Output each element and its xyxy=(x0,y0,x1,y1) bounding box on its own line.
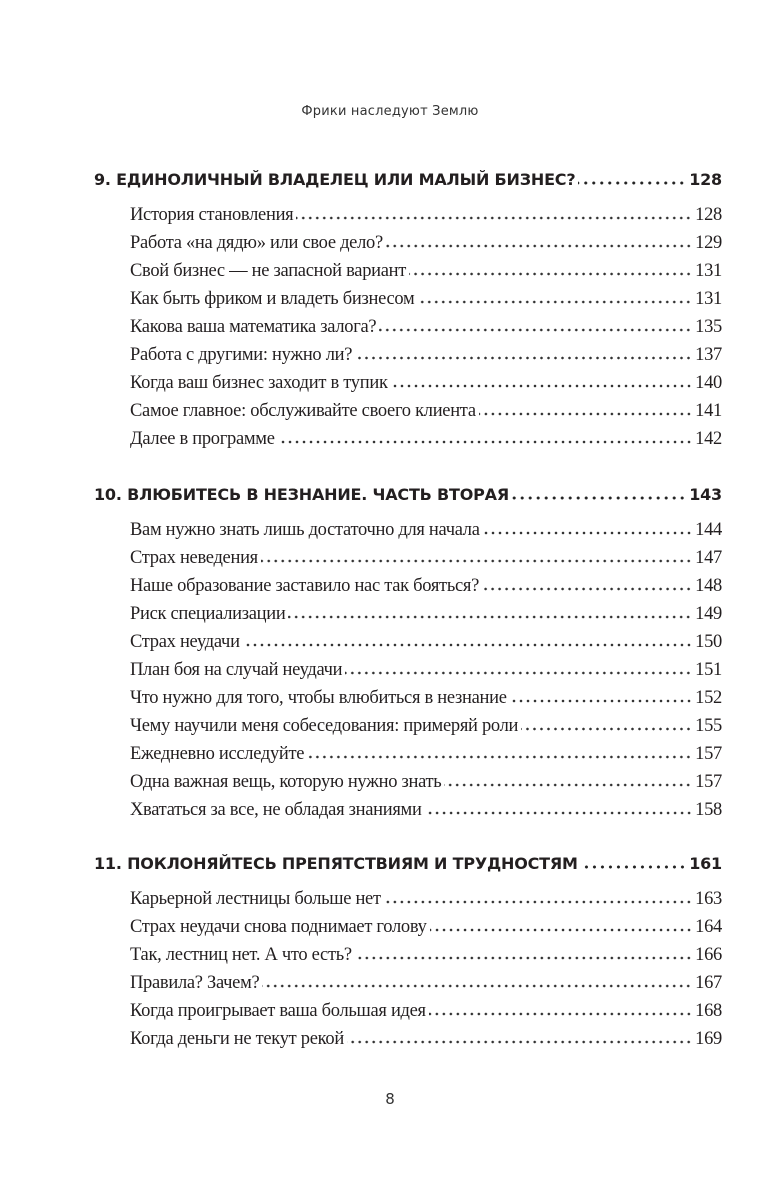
entry-title: План боя на случай неудачи xyxy=(130,660,343,680)
entry-title: Одна важная вещь, которую нужно знать xyxy=(130,772,442,792)
toc-entry[interactable] xyxy=(94,516,722,544)
toc-entry[interactable] xyxy=(94,740,722,768)
toc-entry[interactable] xyxy=(94,425,722,453)
entry-page-number: 141 xyxy=(695,401,722,421)
dot-leader xyxy=(355,352,692,360)
entry-page-number: 163 xyxy=(695,889,722,909)
toc-section xyxy=(94,166,722,453)
entry-page-number: 129 xyxy=(695,233,722,253)
toc-entry[interactable] xyxy=(94,941,722,969)
dot-leader xyxy=(479,408,692,416)
entry-title: Наше образование заставило нас так бояться? xyxy=(130,576,480,596)
entry-title: История становления xyxy=(130,205,294,225)
toc-entry[interactable] xyxy=(94,913,722,941)
dot-leader xyxy=(429,1008,692,1016)
dot-leader xyxy=(391,380,693,388)
entry-title: Страх неведения xyxy=(130,548,258,568)
entry-page-number: 164 xyxy=(695,917,722,937)
dot-leader xyxy=(578,177,686,185)
dot-leader xyxy=(521,723,692,731)
toc-entry[interactable] xyxy=(94,684,722,712)
toc-entry[interactable] xyxy=(94,796,722,824)
dot-leader xyxy=(483,527,693,535)
entry-page-number: 149 xyxy=(695,604,722,624)
entry-title: Когда ваш бизнес заходит в тупик xyxy=(130,373,388,393)
entry-page-number: 167 xyxy=(695,973,722,993)
dot-leader xyxy=(296,212,692,220)
toc-entry[interactable] xyxy=(94,544,722,572)
entry-title: Работа с другими: нужно ли? xyxy=(130,345,353,365)
dot-leader xyxy=(345,667,692,675)
toc-entry[interactable] xyxy=(94,768,722,796)
dot-leader xyxy=(288,611,692,619)
entry-title: Хвататься за все, не обладая знаниями xyxy=(130,800,422,820)
entry-page-number: 158 xyxy=(695,800,722,820)
entry-page-number: 142 xyxy=(695,429,722,449)
toc-entry[interactable] xyxy=(94,712,722,740)
dot-leader xyxy=(278,436,693,444)
chapter-page-number: 128 xyxy=(689,170,722,189)
entry-title: Когда деньги не текут рекой xyxy=(130,1029,344,1049)
entry-title: Ежедневно исследуйте xyxy=(130,744,305,764)
dot-leader xyxy=(261,555,692,563)
dot-leader xyxy=(512,492,686,500)
entry-page-number: 148 xyxy=(695,576,722,596)
entry-page-number: 155 xyxy=(695,716,722,736)
entry-title: Страх неудачи снова поднимает голову xyxy=(130,917,427,937)
toc-section xyxy=(94,481,722,824)
entry-page-number: 131 xyxy=(695,289,722,309)
running-head: Фрики наследуют Землю xyxy=(301,104,479,119)
dot-leader xyxy=(262,980,692,988)
entry-title: Чему научили меня собеседования: примеряй роли xyxy=(130,716,519,736)
dot-leader xyxy=(243,639,692,647)
toc-entry[interactable] xyxy=(94,600,722,628)
toc-entry[interactable] xyxy=(94,969,722,997)
chapter-title: 9. ЕДИНОЛИЧНЫЙ ВЛАДЕЛЕЦ ИЛИ МАЛЫЙ БИЗНЕС? xyxy=(94,170,576,189)
chapter-title: 10. ВЛЮБИТЕСЬ В НЕЗНАНИЕ. ЧАСТЬ ВТОРАЯ xyxy=(94,485,509,504)
toc-entry[interactable] xyxy=(94,656,722,684)
entry-title: Как быть фриком и владеть бизнесом xyxy=(130,289,415,309)
toc-entry[interactable] xyxy=(94,313,722,341)
entry-page-number: 131 xyxy=(695,261,722,281)
dot-leader xyxy=(307,751,692,759)
chapter-title: 11. ПОКЛОНЯЙТЕСЬ ПРЕПЯТСТВИЯМ И ТРУДНОСТЯМ xyxy=(94,854,578,873)
dot-leader xyxy=(430,924,693,932)
entry-page-number: 168 xyxy=(695,1001,722,1021)
entry-page-number: 151 xyxy=(695,660,722,680)
toc-entry[interactable] xyxy=(94,1025,722,1053)
entry-page-number: 150 xyxy=(695,632,722,652)
toc-entry[interactable] xyxy=(94,257,722,285)
table-of-contents xyxy=(94,166,722,1079)
toc-entry[interactable] xyxy=(94,201,722,229)
chapter-page-number: 143 xyxy=(689,485,722,504)
toc-entry[interactable] xyxy=(94,572,722,600)
entry-page-number: 169 xyxy=(695,1029,722,1049)
entry-title: Свой бизнес — не запасной вариант xyxy=(130,261,407,281)
entry-page-number: 137 xyxy=(695,345,722,365)
toc-entry[interactable] xyxy=(94,229,722,257)
entry-title: Страх неудачи xyxy=(130,632,240,652)
dot-leader xyxy=(417,296,692,304)
entry-page-number: 152 xyxy=(695,688,722,708)
toc-section xyxy=(94,850,722,1053)
toc-entry[interactable] xyxy=(94,997,722,1025)
dot-leader xyxy=(347,1036,692,1044)
toc-entry[interactable] xyxy=(94,397,722,425)
entry-page-number: 157 xyxy=(695,744,722,764)
toc-entry[interactable] xyxy=(94,369,722,397)
entry-page-number: 157 xyxy=(695,772,722,792)
chapter-heading[interactable] xyxy=(94,166,722,194)
entry-title: Самое главное: обслуживайте своего клиента xyxy=(130,401,476,421)
dot-leader xyxy=(482,583,692,591)
entry-title: Когда проигрывает ваша большая идея xyxy=(130,1001,426,1021)
entry-title: Так, лестниц нет. А что есть? xyxy=(130,945,352,965)
toc-entry[interactable] xyxy=(94,341,722,369)
chapter-page-number: 161 xyxy=(689,854,722,873)
dot-leader xyxy=(444,779,692,787)
chapter-heading[interactable] xyxy=(94,481,722,509)
dot-leader xyxy=(409,268,692,276)
entry-page-number: 166 xyxy=(695,945,722,965)
toc-entry[interactable] xyxy=(94,285,722,313)
entry-title: Риск специализации xyxy=(130,604,286,624)
entry-title: Далее в программе xyxy=(130,429,275,449)
toc-entry[interactable] xyxy=(94,628,722,656)
chapter-heading[interactable] xyxy=(94,850,722,878)
entry-page-number: 147 xyxy=(695,548,722,568)
dot-leader xyxy=(510,695,693,703)
dot-leader xyxy=(386,240,692,248)
dot-leader xyxy=(425,807,693,815)
dot-leader xyxy=(379,324,692,332)
entry-page-number: 140 xyxy=(695,373,722,393)
dot-leader xyxy=(384,896,692,904)
toc-entry[interactable] xyxy=(94,885,722,913)
entry-title: Что нужно для того, чтобы влюбиться в незнание xyxy=(130,688,507,708)
entry-title: Карьерной лестницы больше нет xyxy=(130,889,381,909)
dot-leader xyxy=(581,861,686,869)
entry-title: Работа «на дядю» или свое дело? xyxy=(130,233,383,253)
entry-title: Вам нужно знать лишь достаточно для начала xyxy=(130,520,480,540)
page-number: 8 xyxy=(385,1090,395,1108)
entry-page-number: 128 xyxy=(695,205,722,225)
entry-page-number: 135 xyxy=(695,317,722,337)
dot-leader xyxy=(355,952,692,960)
entry-page-number: 144 xyxy=(695,520,722,540)
entry-title: Правила? Зачем? xyxy=(130,973,260,993)
entry-title: Какова ваша математика залога? xyxy=(130,317,377,337)
